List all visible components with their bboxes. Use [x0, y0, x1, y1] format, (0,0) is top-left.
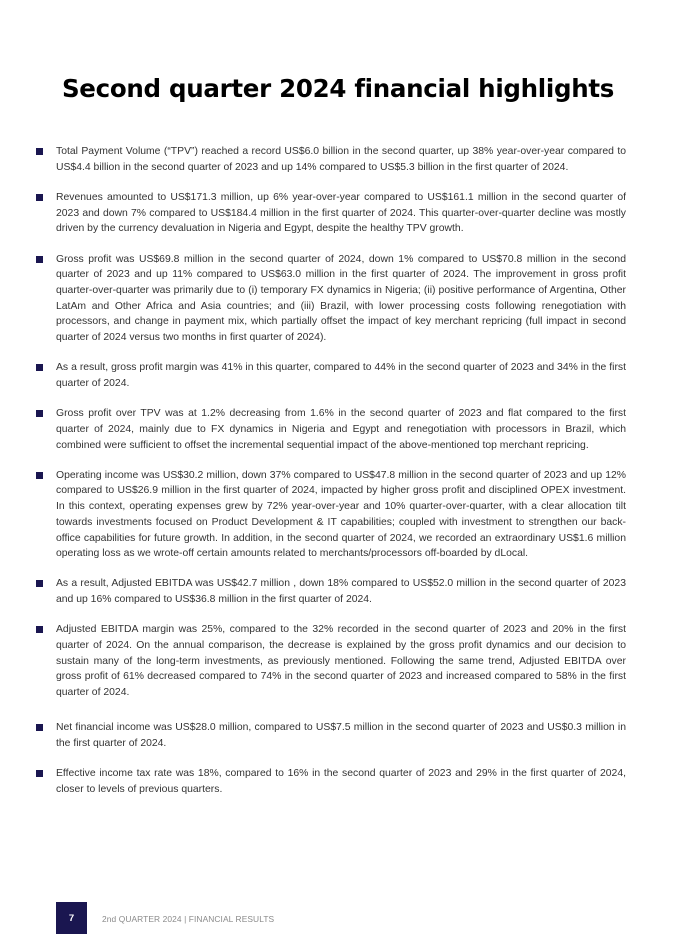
list-item — [36, 360, 626, 391]
highlight-text: As a result, gross profit margin was 41% in this quarter, compared to 44% in the second quarter of 2023 and 34% in the first quarter of 2024. — [56, 362, 626, 389]
page-number-badge — [56, 902, 87, 934]
highlight-text: Revenues amounted to US$171.3 million, up 6% year-over-year compared to US$161.1 million in the second quarter of 2023 and down 7% compared to US$184.4 million in the first quarter of 2024. This quarter-over-quarter decline was mostly driven by the currency devaluation in Nigeria and Egypt, despite the healthy TPV growth. — [56, 191, 626, 235]
square-bullet-icon — [36, 410, 43, 417]
list-item — [36, 144, 626, 175]
square-bullet-icon — [36, 580, 43, 587]
list-item — [36, 720, 626, 751]
square-bullet-icon — [36, 626, 43, 633]
list-item — [36, 468, 626, 562]
list-item — [36, 622, 626, 701]
list-item — [36, 252, 626, 346]
square-bullet-icon — [36, 472, 43, 479]
highlight-text: As a result, Adjusted EBITDA was US$42.7 million , down 18% compared to US$52.0 million in the second quarter of 2023 and up 16% compared to US$36.8 million in the first quarter of 2024. — [56, 578, 626, 606]
highlight-text: Net financial income was US$28.0 million, compared to US$7.5 million in the second quarter of 2023 and US$0.3 million in the first quarter of 2024. — [56, 721, 626, 749]
square-bullet-icon — [36, 256, 43, 263]
highlight-text: Effective income tax rate was 18%, compared to 16% in the second quarter of 2023 and 29% in the first quarter of 2024, closer to levels of previous quarters. — [56, 767, 626, 795]
highlight-text: Total Payment Volume (“TPV”) reached a record US$6.0 billion in the second quarter, up 38% year-over-year compared to US$4.4 billion in the second quarter of 2023 and up 14% compared to US$5.3 billion in the first quarter of 2024. — [56, 146, 626, 173]
highlights-list — [36, 144, 626, 812]
highlight-text: Gross profit was US$69.8 million in the second quarter of 2024, down 1% compared to US$70.8 million in the second quarter of 2023 and up 11% compared to US$63.0 million in the first quarter of 2024. The improvement in gross profit quarter-over-quarter was primarily due to (i) temporary FX dynamics in Nigeria; (ii) positive performance of Argentina, Other LatAm and Other Africa and Asia countries; and (iii) Brazil, with lower processing costs following renegotiation with processors, and change in payment mix, which partially offset the impact of key merchant repricing (full impact in second quarter of 2024 versus two months in first quarter of 2024). — [56, 253, 626, 344]
square-bullet-icon — [36, 724, 43, 731]
highlight-text: Gross profit over TPV was at 1.2% decreasing from 1.6% in the second quarter of 2023 and flat compared to the first quarter of 2024, mainly due to FX dynamics in Nigeria and Egypt and renegotiation with processors in Brazil, which combined were sufficient to offset the incremental sequential impact of the above-mentioned top merchant repricing. — [56, 408, 626, 451]
page-title: Second quarter 2024 financial highlights — [61, 74, 615, 103]
square-bullet-icon — [36, 148, 43, 155]
page-number: 7 — [68, 912, 75, 924]
list-item — [36, 766, 626, 797]
highlight-text: Adjusted EBITDA margin was 25%, compared to the 32% recorded in the second quarter of 2023 and 20% in the first quarter of 2024. On the annual comparison, the decrease is explained by the gross profit dynamics and our decision to sustain many of the long-term investments, as previously mentioned. Following the same trend, Adjusted EBITDA over gross profit of 61% decreased compared to 74% in the second quarter of 2023 and increased compared to 58% in the first quarter of 2024. — [56, 624, 626, 699]
highlight-text: Operating income was US$30.2 million, down 37% compared to US$47.8 million in the second quarter of 2023 and up 12% compared to US$26.9 million in the first quarter of 2024, impacted by higher gross profit and disciplined OPEX investment. In this context, operating expenses grew by 72% year-over-year and 10% quarter-over-quarter, with a clear allocation tilt towards investments focused on Product Development & IT capabilities; coupled with investment to strengthen our back-office capabilities for future growth. In addition, in the second quarter of 2024, we recorded an extraordinary US$1.6 million operating loss as we wrote-off certain amounts related to merchants/processors off-boarded by dLocal. — [56, 469, 626, 560]
list-item — [36, 190, 626, 237]
square-bullet-icon — [36, 770, 43, 777]
square-bullet-icon — [36, 194, 43, 201]
square-bullet-icon — [36, 364, 43, 371]
list-item — [36, 406, 626, 453]
list-item — [36, 576, 626, 607]
footer-label: 2nd QUARTER 2024 | FINANCIAL RESULTS — [102, 914, 275, 924]
